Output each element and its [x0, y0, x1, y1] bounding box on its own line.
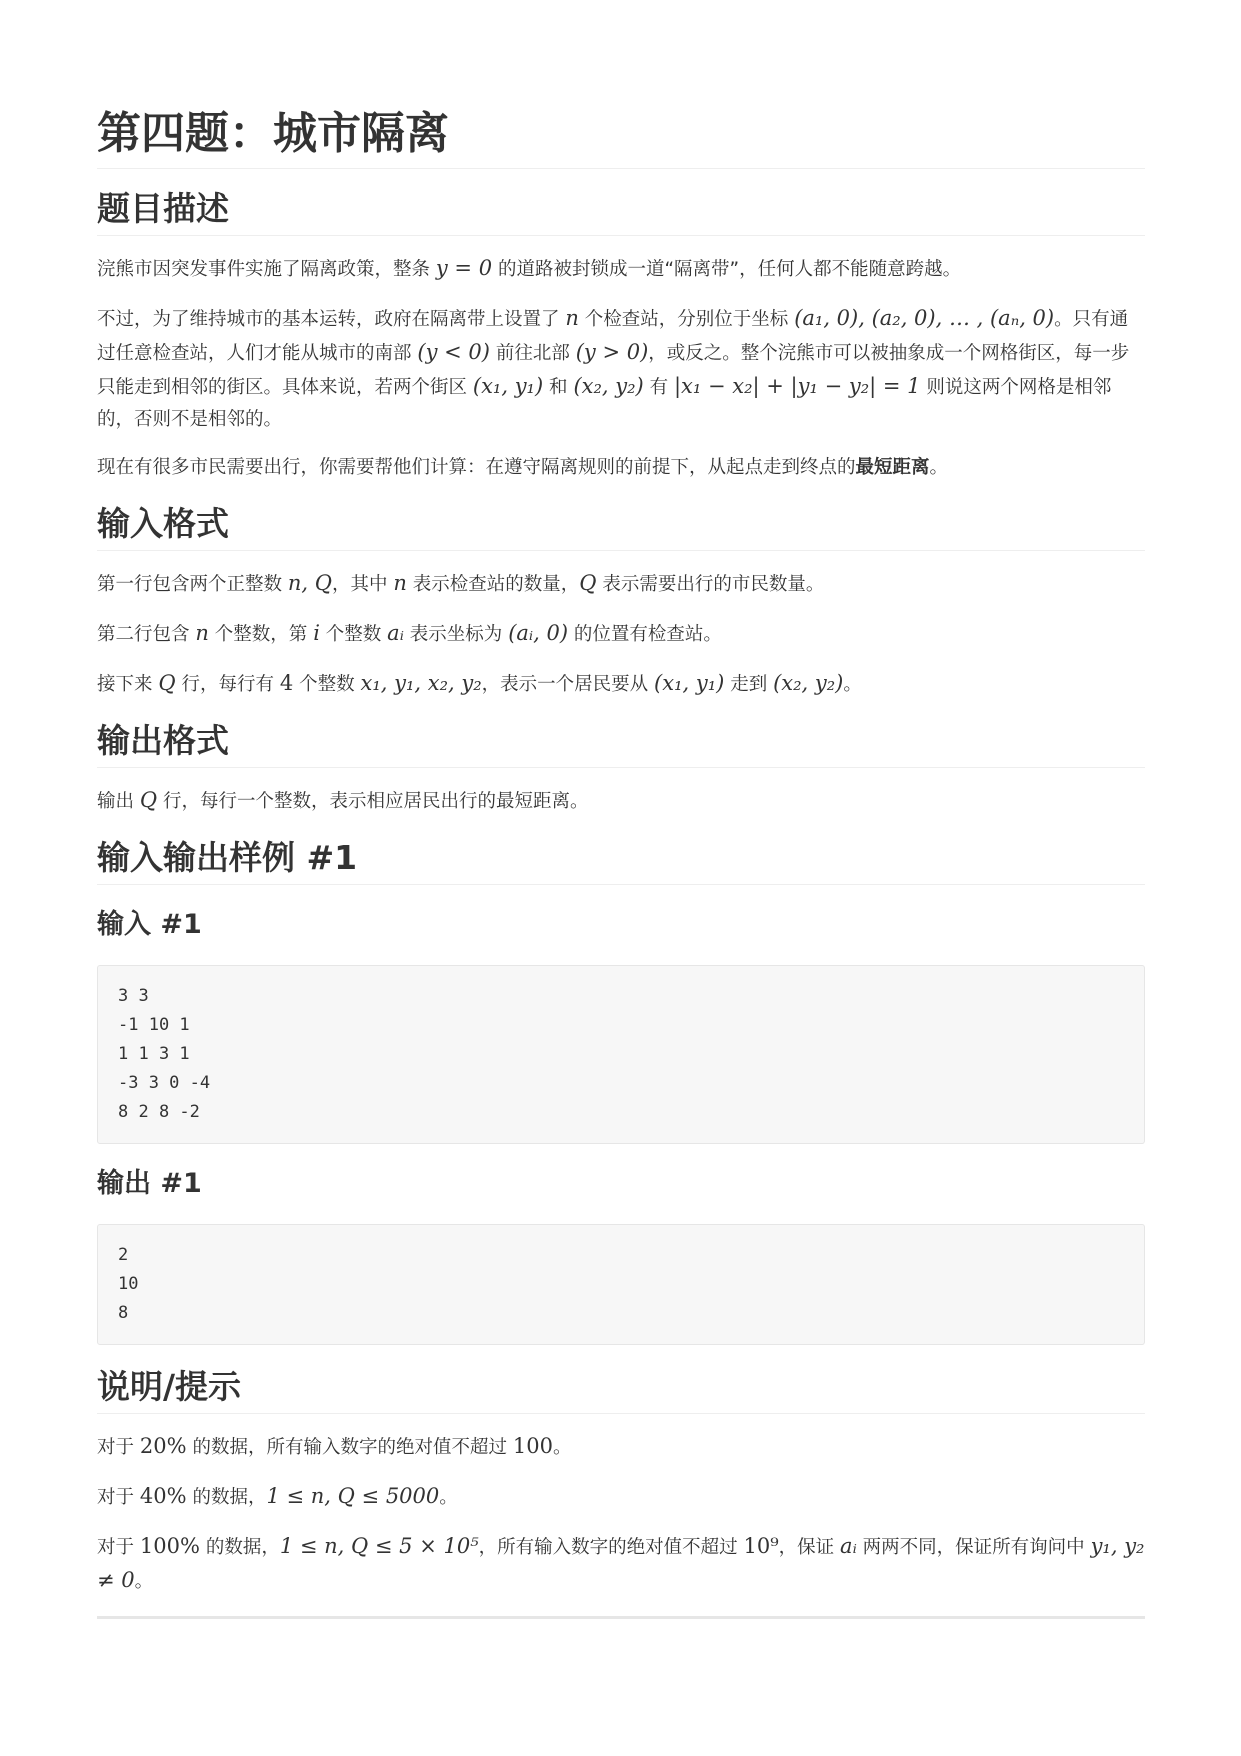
math-n: n	[393, 571, 407, 595]
input-format-line-3: 接下来 Q 行，每行有 4 个整数 x₁, y₁, x₂, y₂，表示一个居民要从 (x₁, y₁) 走到 (x₂, y₂)。	[97, 671, 862, 695]
math-n: n	[565, 306, 579, 330]
math-40-percent: 40%	[139, 1484, 187, 1508]
math-end-point: (x₂, y₂)	[773, 671, 844, 695]
math-a-i: aᵢ	[387, 621, 404, 645]
math-adjacency-formula: |x₁ − x₂| + |y₁ − y₂| = 1	[673, 374, 921, 398]
math-q: Q	[158, 671, 176, 695]
math-q: Q	[579, 571, 597, 595]
math-query-vars: x₁, y₁, x₂, y₂	[360, 671, 482, 695]
math-a-i: aᵢ	[840, 1534, 857, 1558]
math-y-equals-zero: y = 0	[435, 256, 493, 280]
sample-output-heading: 输出 #1	[97, 1168, 202, 1199]
output-format-heading: 输出格式	[97, 719, 1145, 768]
math-constraint-40: 1 ≤ n, Q ≤ 5000	[266, 1484, 440, 1508]
hint-line-2: 对于 40% 的数据，1 ≤ n, Q ≤ 5000。	[97, 1484, 458, 1508]
math-10-pow-9: 10⁹	[743, 1534, 779, 1558]
math-start-point: (x₁, y₁)	[654, 671, 725, 695]
input-format-line-1: 第一行包含两个正整数 n, Q，其中 n 表示检查站的数量，Q 表示需要出行的市民数量。	[97, 571, 825, 595]
math-four: 4	[279, 671, 294, 695]
description-paragraph-1: 浣熊市因突发事件实施了隔离政策，整条 y = 0 的道路被封锁成一道“隔离带”，任何人都不能随意跨越。	[97, 256, 962, 280]
output-format-line: 输出 Q 行，每行一个整数，表示相应居民出行的最短距离。	[97, 788, 589, 812]
description-paragraph-3: 现在有很多市民需要出行，你需要帮他们计算：在遵守隔离规则的前提下，从起点走到终点的最短距离。	[97, 457, 949, 478]
sample-input-heading: 输入 #1	[97, 909, 202, 940]
input-format-line-2: 第二行包含 n 个整数，第 i 个整数 aᵢ 表示坐标为 (aᵢ, 0) 的位置有检查站。	[97, 621, 722, 645]
hint-heading: 说明/提示	[97, 1365, 1145, 1414]
sample-output-code-block: 2 10 8	[97, 1224, 1145, 1345]
math-20-percent: 20%	[139, 1434, 187, 1458]
input-format-heading: 输入格式	[97, 502, 1145, 551]
math-south: (y < 0)	[417, 340, 490, 364]
math-checkpoint-coords: (a₁, 0), (a₂, 0), … , (aₙ, 0)	[794, 306, 1055, 330]
document-content	[97, 106, 1145, 1619]
math-north: (y > 0)	[575, 340, 649, 364]
description-paragraph-2: 不过，为了维持城市的基本运转，政府在隔离带上设置了 n 个检查站，分别位于坐标 (a₁, 0), (a₂, 0), … , (aₙ, 0)。只有通过任意检查站，人们才能从城市的南部 (y < 0) 前往北部 (y > 0)，或反之。整个浣熊市可以被抽象成一个网格街区，每一步只能走到相邻的街区。具体来说，若两个街区 (x₁, y₁) 和 (x₂, y₂) 有 |x₁ − x₂| + |y₁ − y₂| = 1 则说这两个网格是相邻的，否则不是相邻的。	[97, 306, 1130, 430]
description-heading: 题目描述	[97, 187, 1145, 236]
hint-line-3: 对于 100% 的数据，1 ≤ n, Q ≤ 5 × 10⁵，所有输入数字的绝对值不超过 10⁹，保证 aᵢ 两两不同，保证所有询问中 y₁, y₂ ≠ 0。	[97, 1534, 1145, 1592]
math-n-q: n, Q	[287, 571, 332, 595]
math-i: i	[313, 621, 320, 645]
math-checkpoint-point: (aᵢ, 0)	[508, 621, 569, 645]
sample-heading: 输入输出样例 #1	[97, 836, 1145, 885]
hint-line-1: 对于 20% 的数据，所有输入数字的绝对值不超过 100。	[97, 1434, 572, 1458]
sample-input-code-block: 3 3 -1 10 1 1 1 3 1 -3 3 0 -4 8 2 8 -2	[97, 965, 1145, 1144]
math-constraint-100: 1 ≤ n, Q ≤ 5 × 10⁵	[279, 1534, 479, 1558]
problem-title: 第四题：城市隔离	[97, 106, 1145, 169]
math-100-percent: 100%	[139, 1534, 200, 1558]
bold-shortest-distance: 最短距离	[855, 457, 930, 478]
math-n: n	[195, 621, 209, 645]
math-y-nonzero: y₁, y₂ ≠ 0	[97, 1534, 1145, 1592]
math-point-2: (x₂, y₂)	[573, 374, 644, 398]
math-point-1: (x₁, y₁)	[472, 374, 544, 398]
math-100: 100	[512, 1434, 553, 1458]
end-divider	[97, 1616, 1145, 1619]
math-q: Q	[139, 788, 158, 812]
